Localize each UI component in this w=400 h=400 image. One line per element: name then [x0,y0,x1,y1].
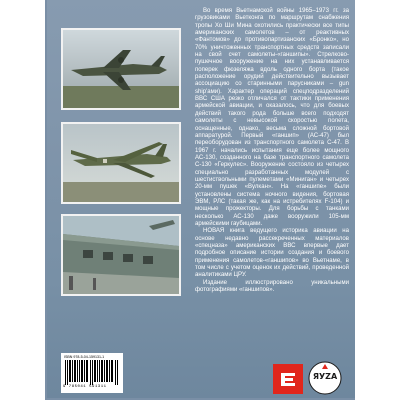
photo-aircraft-1 [61,28,181,110]
yauza-logo-icon [308,361,342,395]
barcode [61,353,123,393]
aircraft-photo-1-icon [63,30,179,108]
back-cover [45,0,355,400]
paragraph-new-book: НОВАЯ книга ведущего историка авиации на основе недавно рассекреченных материалов «спецназа» американских ВВС впервые дает подробное описание истории создания и боевого применения самолетов-«ганшипов» во Вьетнаме, в том числе с учетом оценок их действий, проведенной аналитиками ЦРУ. [195,228,349,279]
eksmo-logo-icon [273,364,303,394]
eksmo-mark-icon [273,364,303,394]
photo-aircraft-2 [61,122,181,204]
annotation-text [195,8,349,328]
yauza-logo-text: ЯУZА [312,372,338,381]
barcode-digits: 9 785041 591311 [63,385,107,389]
paragraph-main: Во время Вьетнамской войны 1965–1973 гг. за грузовиками Вьетконга по маршрутам снабжения тропы Хо Ши Мина охотились практически все типы американских самолетов – от реактивных «Фантомов» до противопартизанских «Бронко», но 70% уничтоженных транспортных средств записали на свой счет самолеты-«ганшипы». Стрелково-пушечное вооружение на них устанавливается поперек фюзеляжа вдоль одного борта (такое расположение орудий действительно вызывает ассоциацию со старинными парусниками – gun ship'ами). Характер операций спецподразделений ВВС США резко отличался от тактики применения армейской авиации, и оказалось, что для боевых действий такого рода больше всего подходят самолеты с невысокой скоростью полета, оснащенные, однако, весьма сложной бортовой аппаратурой. Первый «ганшип» (АС-47) был переоборудован из транспортного самолета С-47. В 1967 г. начались испытания еще более мощного АС-130, созданного на базе транспортного самолета С-130 «Геркулес». Вооружение состояло из четырех специально разработанных модулей с шестиствольными пулеметами «Миниган» и четырех 20-мм пушек «Вулкан». На «ганшипе» были установлены система ночного видения, бортовая ЭВМ, РЛС (такая же, как на истребителях F-104) и мощные прожекторы. Для борьбы с танками несколько АС-130 даже вооружили 105-мм армейскими гаубицами. [195,8,349,227]
aircraft-photo-2-icon [63,124,179,202]
cover-background [47,0,355,398]
aircraft-photo-3-icon [63,216,179,294]
barcode-icon [65,360,119,385]
paragraph-illustrations: Издание иллюстрировано уникальными фотографиями «ганшипов». [195,279,349,294]
photo-aircraft-3 [61,214,181,296]
isbn-label: ISBN 978-5-04-159131-1 [64,355,105,359]
